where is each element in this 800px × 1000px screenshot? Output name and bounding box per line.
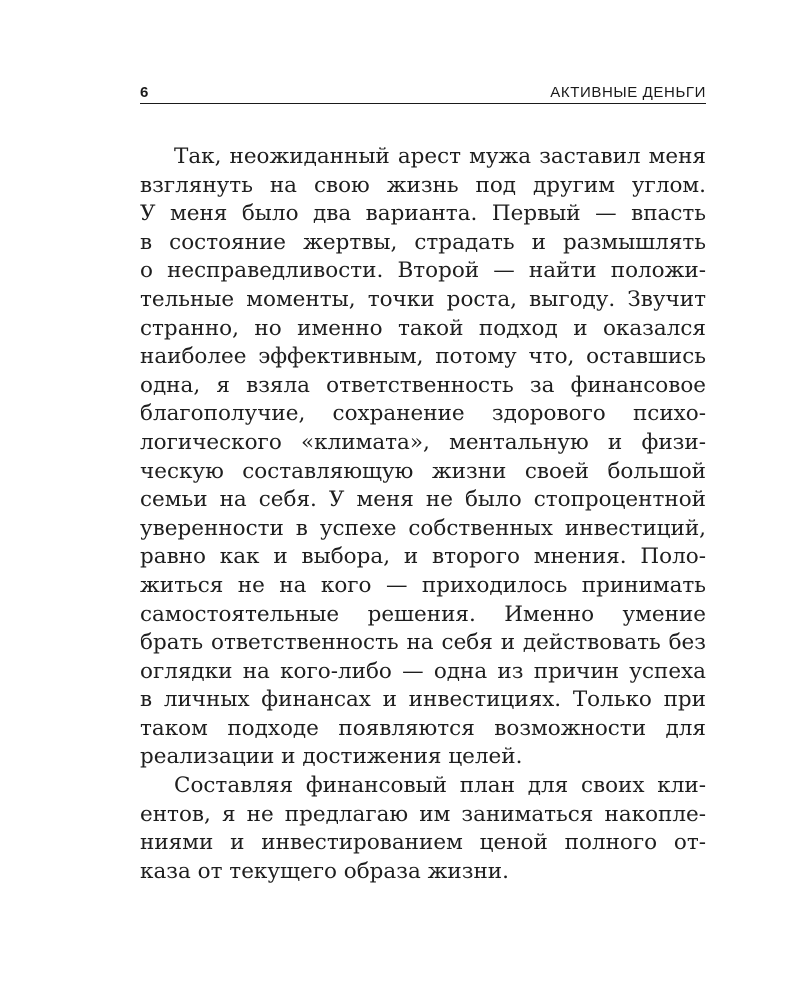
- text-line: наиболее эффективным, потому что, оставшись: [140, 344, 706, 370]
- body-text: [140, 143, 706, 886]
- paragraph-1: [140, 143, 706, 772]
- text-line: о несправедливости. Второй — найти положи-: [140, 258, 706, 284]
- text-line: благополучие, сохранение здорового психо-: [140, 401, 706, 427]
- running-header: [140, 83, 706, 104]
- paragraph-2: [140, 772, 706, 886]
- text-line: логического «климата», ментальную и физи-: [140, 429, 706, 455]
- text-line: семьи на себя. У меня не было стопроцентной: [140, 487, 706, 513]
- text-line: в личных финансах и инвестициях. Только при: [140, 687, 706, 713]
- book-title: АКТИВНЫЕ ДЕНЬГИ: [550, 84, 706, 101]
- text-line: самостоятельные решения. Именно умение: [140, 601, 706, 627]
- text-line: тельные моменты, точки роста, выгоду. Звучит: [140, 286, 706, 312]
- text-line: таком подходе появляются возможности для: [140, 715, 706, 741]
- text-line: ниями и инвестированием ценой полного от-: [140, 830, 706, 856]
- text-line: ентов, я не предлагаю им заниматься накопле-: [140, 801, 706, 827]
- text-line: каза от текущего образа жизни.: [140, 858, 509, 884]
- text-line: оглядки на кого-либо — одна из причин успеха: [140, 658, 706, 684]
- text-line: ческую составляющую жизни своей большой: [140, 458, 706, 484]
- text-line: в состояние жертвы, страдать и размышлять: [140, 229, 706, 255]
- text-line: Так, неожиданный арест мужа заставил меня: [174, 144, 706, 169]
- text-line: Составляя финансовый план для своих кли-: [174, 773, 706, 799]
- text-line: реализации и достижения целей.: [140, 744, 523, 770]
- text-line: взглянуть на свою жизнь под другим углом.: [140, 172, 706, 198]
- text-line: одна, я взяла ответственность за финансовое: [140, 372, 706, 398]
- text-line: уверенности в успехе собственных инвестиций,: [140, 515, 706, 541]
- page-number: 6: [140, 84, 149, 101]
- text-line: равно как и выбора, и второго мнения. Поло-: [140, 544, 706, 570]
- text-line: житься не на кого — приходилось принимать: [140, 572, 706, 598]
- text-line: брать ответственность на себя и действовать без: [140, 630, 706, 656]
- text-line: странно, но именно такой подход и оказался: [140, 315, 706, 341]
- text-line: У меня было два варианта. Первый — впасть: [140, 201, 706, 227]
